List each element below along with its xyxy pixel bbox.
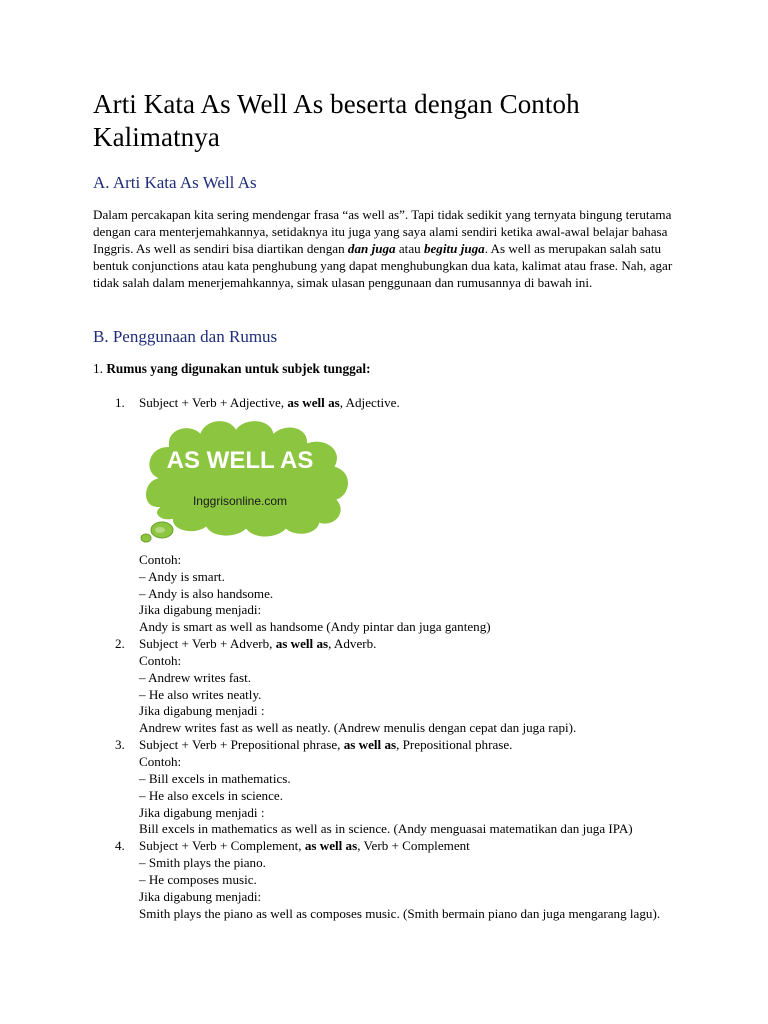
rumus-number: 1. [93, 361, 103, 376]
example-line: Jika digabung menjadi: [139, 888, 262, 904]
intro-emphasis-1: dan juga [347, 240, 396, 256]
rumus-heading [93, 361, 371, 377]
cloud-site-label: Inggrisonline.com [192, 493, 288, 508]
example-line: Bill excels in mathematics as well as in science. (Andy menguasai matematikan dan juga IPA) [139, 821, 633, 837]
page-title: Arti Kata As Well As beserta dengan Contoh Kalimatnya [93, 89, 580, 152]
formula-text: Subject + Verb + Adverb, [139, 636, 276, 652]
formula-line [139, 636, 673, 653]
example-line: Contoh: [139, 652, 182, 668]
intro-text-1: Dalam percakapan kita sering mendengar frasa “as well as”. Tapi tidak sedikit yang ternyata bingung terutama dengan cara menterjemahkannya, setidaknya itu juga yang saya alami sendiri ketika awal-awal belajar bahasa Inggris. As well as sendiri bisa diartikan dengan [93, 207, 672, 256]
cloud-body [145, 420, 349, 537]
example-line: – Andrew writes fast. [139, 669, 251, 685]
intro-paragraph [93, 207, 673, 292]
example-line: – Andy is also handsome. [139, 585, 274, 601]
intro-emphasis-2: begitu juga [423, 240, 485, 256]
cloud-bubble-highlight [155, 527, 165, 533]
formula-keyword: as well as [287, 395, 340, 410]
formula-line [139, 737, 673, 754]
list-item [93, 838, 673, 922]
cloud-shape [145, 420, 349, 537]
formula-text: Subject + Verb + Prepositional phrase, [139, 737, 344, 753]
formula-keyword: as well as [304, 838, 358, 854]
list-number: 4. [115, 838, 125, 854]
formula-text: Subject + Verb + Complement, [139, 838, 305, 854]
list-number: 2. [115, 636, 125, 652]
formula-line [139, 395, 673, 412]
example-line: Contoh: [139, 551, 182, 567]
formula-text: Subject + Verb + Adjective, [139, 395, 288, 410]
formula-text: , Verb + Complement [357, 838, 470, 854]
formula-text: , Prepositional phrase. [396, 737, 513, 753]
example-line: Jika digabung menjadi: [139, 602, 262, 618]
formula-line [139, 838, 673, 855]
rumus-title: Rumus yang digunakan untuk subjek tunggal: [106, 361, 371, 376]
list-item [93, 636, 673, 737]
list-item [93, 737, 673, 838]
formula-keyword: as well as [275, 636, 329, 652]
example-line: Andrew writes fast as well as neatly. (Andrew menulis dengan cepat dan juga rapi). [139, 720, 577, 736]
section-b-heading: B. Penggunaan dan Rumus [93, 327, 278, 346]
example-line: – He also excels in science. [139, 787, 283, 803]
rumus-list [93, 395, 673, 922]
example-line: Contoh: [139, 753, 182, 769]
intro-text-2: atau [395, 240, 424, 256]
example-line: Andy is smart as well as handsome (Andy pintar dan juga ganteng) [139, 619, 491, 635]
list-number: 1. [115, 395, 125, 410]
formula-text: , Adjective. [339, 395, 400, 410]
list-number: 3. [115, 737, 125, 753]
cloud-graphic [136, 412, 358, 544]
example-line: Jika digabung menjadi : [139, 804, 265, 820]
example-line: – He also writes neatly. [139, 686, 262, 702]
section-a-heading: A. Arti Kata As Well As [93, 173, 257, 192]
example-line: – Smith plays the piano. [139, 855, 266, 871]
formula-text: , Adverb. [328, 636, 377, 652]
example-line: Jika digabung menjadi : [139, 703, 265, 719]
example-line: – He composes music. [139, 871, 257, 887]
formula-keyword: as well as [343, 737, 397, 753]
example-line: – Andy is smart. [139, 568, 225, 584]
as-well-as-cloud-image [136, 412, 673, 552]
cloud-bubble-small [141, 534, 151, 542]
intro-text-3: . As well as merupakan salah satu bentuk conjunctions atau kata penghubung yang dapat menghubungkan dua kata, kalimat atau frase. Nah, agar tidak salah dalam menerjemahkannya, simak ulasan penggunaan dan rumusannya di bawah ini. [93, 240, 673, 290]
example-line: – Bill excels in mathematics. [139, 770, 291, 786]
list-item [93, 395, 673, 636]
example-line: Smith plays the piano as well as composes music. (Smith bermain piano dan juga mengarang lagu). [139, 905, 661, 921]
cloud-title: AS WELL AS [166, 446, 314, 474]
